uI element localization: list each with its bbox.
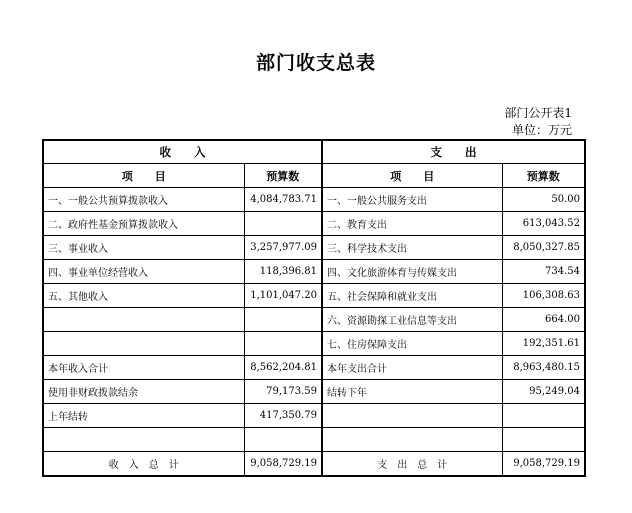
expense-value-cell: 192,351.61 (502, 332, 585, 356)
expense-value-cell: 664.00 (502, 308, 585, 332)
income-item-cell: 四、事业单位经营收入 (43, 260, 244, 284)
income-item-cell: 上年结转 (43, 404, 244, 428)
income-item-cell: 五、其他收入 (43, 284, 244, 308)
income-budget-header: 预算数 (244, 164, 322, 188)
table-row (43, 428, 585, 452)
income-value-cell (244, 212, 322, 236)
expense-budget-header: 预算数 (502, 164, 585, 188)
page-title: 部门收支总表 (255, 52, 376, 74)
expense-item-cell: 结转下年 (322, 380, 502, 404)
expense-item-header: 项 目 (322, 164, 502, 188)
expense-item-cell: 六、资源勘探工业信息等支出 (322, 308, 502, 332)
income-value-cell (244, 332, 322, 356)
expense-section-header: 支 出 (322, 140, 585, 164)
table-row (43, 356, 585, 380)
income-value-cell (244, 308, 322, 332)
income-item-cell: 三、事业收入 (43, 236, 244, 260)
income-item-cell: 使用非财政拨款结余 (43, 380, 244, 404)
income-total-label: 收 入 总 计 (43, 452, 244, 477)
expense-value-cell: 8,050,327.85 (502, 236, 585, 260)
table-row (43, 212, 585, 236)
income-item-cell (43, 332, 244, 356)
expense-total-value: 9,058,729.19 (502, 452, 585, 477)
income-value-cell: 417,350.79 (244, 404, 322, 428)
expense-value-cell: 613,043.52 (502, 212, 585, 236)
income-value-cell: 118,396.81 (244, 260, 322, 284)
table-row (43, 236, 585, 260)
income-value-cell: 8,562,204.81 (244, 356, 322, 380)
income-item-cell: 本年收入合计 (43, 356, 244, 380)
income-value-cell: 79,173.59 (244, 380, 322, 404)
table-row (43, 284, 585, 308)
expense-item-cell: 五、社会保障和就业支出 (322, 284, 502, 308)
expense-item-cell: 三、科学技术支出 (322, 236, 502, 260)
income-value-cell: 4,084,783.71 (244, 188, 322, 212)
table-row (43, 404, 585, 428)
expense-value-cell: 734.54 (502, 260, 585, 284)
expense-item-cell: 七、住房保障支出 (322, 332, 502, 356)
income-item-cell (43, 308, 244, 332)
unit-label: 单位：万元 (511, 123, 572, 137)
budget-table (42, 139, 586, 477)
expense-item-cell: 四、文化旅游体育与传媒支出 (322, 260, 502, 284)
expense-value-cell (502, 428, 585, 452)
table-row (43, 188, 585, 212)
income-value-cell (244, 428, 322, 452)
income-item-cell (43, 428, 244, 452)
expense-item-cell (322, 428, 502, 452)
expense-value-cell: 50.00 (502, 188, 585, 212)
expense-total-label: 支 出 总 计 (322, 452, 502, 477)
form-number: 部门公开表1 (504, 106, 572, 120)
expense-item-cell (322, 404, 502, 428)
expense-value-cell: 106,308.63 (502, 284, 585, 308)
expense-item-cell: 本年支出合计 (322, 356, 502, 380)
table-row (43, 260, 585, 284)
table-row (43, 380, 585, 404)
expense-item-cell: 二、教育支出 (322, 212, 502, 236)
table-row (43, 308, 585, 332)
income-item-header: 项 目 (43, 164, 244, 188)
income-section-header: 收 入 (43, 140, 322, 164)
section-header-row (43, 140, 585, 164)
income-value-cell: 3,257,977.09 (244, 236, 322, 260)
expense-value-cell: 95,249.04 (502, 380, 585, 404)
income-total-value: 9,058,729.19 (244, 452, 322, 477)
column-header-row (43, 164, 585, 188)
table-row (43, 332, 585, 356)
expense-item-cell: 一、一般公共服务支出 (322, 188, 502, 212)
totals-row (43, 452, 585, 477)
expense-value-cell (502, 404, 585, 428)
income-item-cell: 一、一般公共预算拨款收入 (43, 188, 244, 212)
expense-value-cell: 8,963,480.15 (502, 356, 585, 380)
income-value-cell: 1,101,047.20 (244, 284, 322, 308)
income-item-cell: 二、政府性基金预算拨款收入 (43, 212, 244, 236)
